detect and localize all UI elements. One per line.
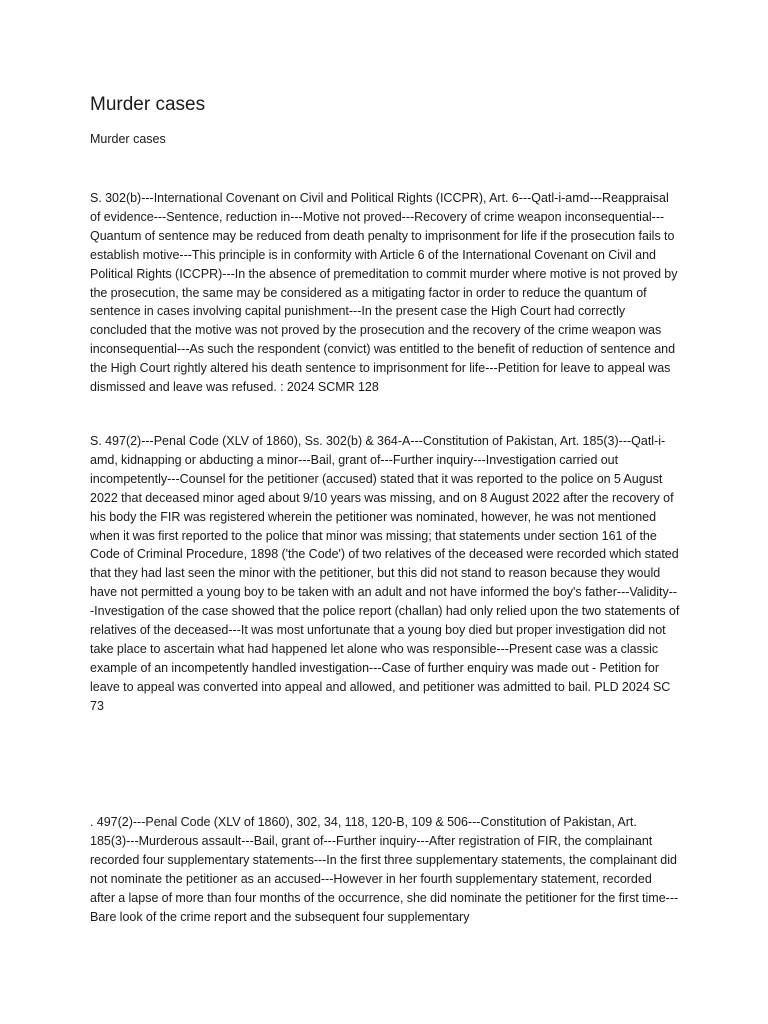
case-paragraph-3: . 497(2)---Penal Code (XLV of 1860), 302, 34, 118, 120-B, 109 & 506---Constitution of Pakistan, Art. 185(3)---Murderous assault---Bail, grant of---Further inquiry---After registration of FIR, the complainant recorded four supplementary statements---In the first three supplementary statements, the complainant did not nominate the petitioner as an accused---However in her fourth supplementary statement, recorded after a lapse of more than four months of the occurrence, she did nominate the petitioner for the first time---Bare look of the crime report and the subsequent four supplementary: [90, 815, 679, 924]
page-title: Murder cases: [90, 94, 206, 115]
page-subtitle: Murder cases: [90, 132, 166, 146]
case-paragraph-1: S. 302(b)---International Covenant on Civil and Political Rights (ICCPR), Art. 6---Qatl-i-amd---Reappraisal of evidence---Sentence, reduction in---Motive not proved---Recovery of crime weapon inconsequential---Quantum of sentence may be reduced from death penalty to imprisonment for life if the prosecution fails to establish motive---This principle is in conformity with Article 6 of the International Covenant on Civil and Political Rights (ICCPR)---In the absence of premeditation to commit murder where motive is not proved by the prosecution, the same may be considered as a mitigating factor in order to reduce the quantum of sentence in cases involving capital punishment---In the present case the High Court had correctly concluded that the motive was not proved by the prosecution and the recovery of the crime weapon was inconsequential---As such the respondent (convict) was entitled to the benefit of reduction of sentence and the High Court rightly altered his death sentence to imprisonment for life---Petition for leave to appeal was dismissed and leave was refused. : 2024 SCMR 128: [90, 191, 678, 395]
case-paragraph-2: S. 497(2)---Penal Code (XLV of 1860), Ss. 302(b) & 364-A---Constitution of Pakistan, Art. 185(3)---Qatl-i-amd, kidnapping or abducting a minor---Bail, grant of---Further inquiry---Investigation carried out incompetently---Counsel for the petitioner (accused) stated that it was reported to the police on 5 August 2022 that deceased minor aged about 9/10 years was missing, and on 8 August 2022 after the recovery of his body the FIR was registered wherein the petitioner was nominated, however, he was not mentioned when it was first reported to the police that minor was missing; that statements under section 161 of the Code of Criminal Procedure, 1898 ('the Code') of two relatives of the deceased were recorded which stated that they had last seen the minor with the petitioner, but this did not stand to reason because they would have not permitted a young boy to be taken with an adult and not have informed the boy's father---Validity---Investigation of the case showed that the police report (challan) had only relied upon the two statements of relatives of the deceased---It was most unfortunate that a young boy died but proper investigation did not take place to ascertain what had happened let alone who was responsible---Present case was a classic example of an incompetently handled investigation---Case of further enquiry was made out - Petition for leave to appeal was converted into appeal and allowed, and petitioner was admitted to bail. PLD 2024 SC 73: [90, 434, 680, 713]
